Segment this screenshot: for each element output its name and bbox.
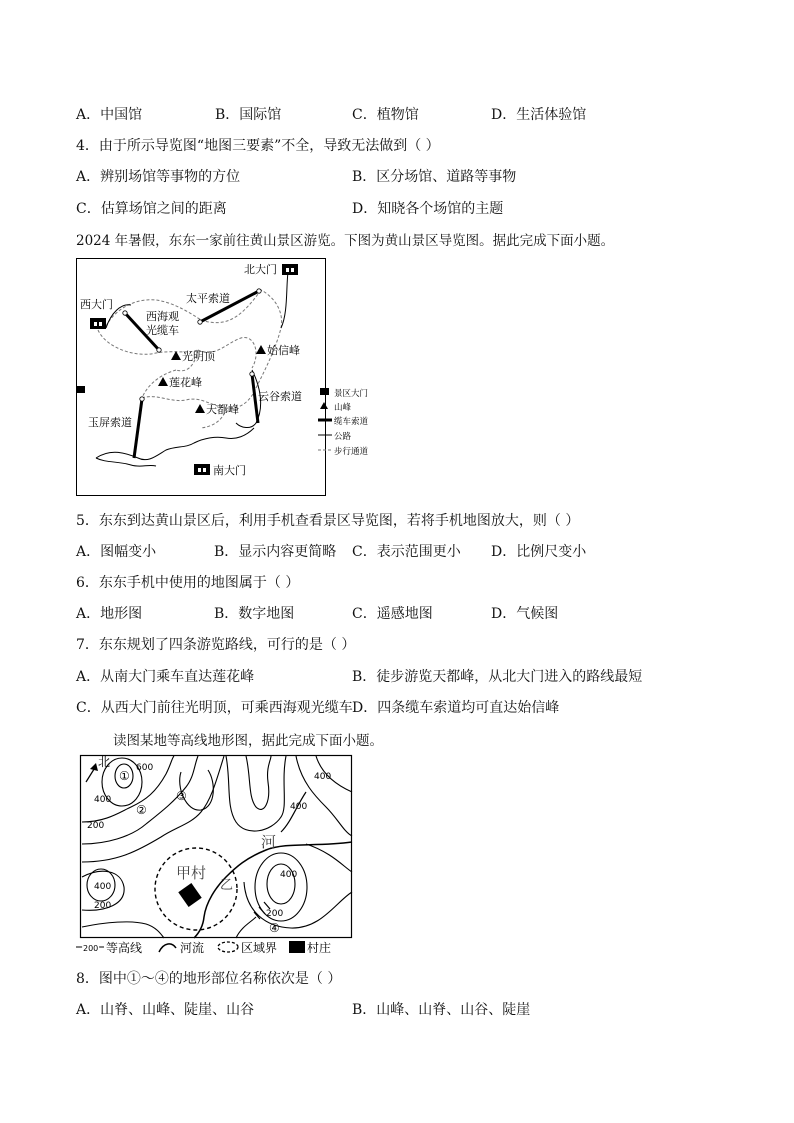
marker-3: ③ bbox=[176, 789, 187, 803]
q7-option-d: D．四条缆车索道均可直达始信峰 bbox=[352, 700, 560, 716]
q4-option-b: B．区分场馆、道路等事物 bbox=[352, 169, 517, 185]
q3-option-a: A．中国馆 bbox=[76, 107, 143, 123]
q3-option-c: C．植物馆 bbox=[352, 107, 419, 123]
q5-option-a: A．图幅变小 bbox=[76, 544, 157, 560]
legend-trail-label: 步行通道 bbox=[334, 447, 369, 457]
q8-option-a: A．山脊、山峰、陡崖、山谷 bbox=[76, 1002, 255, 1018]
q3-option-d: D．生活体验馆 bbox=[491, 107, 587, 123]
north-label: 北 bbox=[98, 755, 111, 769]
legend-village-swatch bbox=[289, 941, 305, 953]
contour-value-400: 400 bbox=[94, 882, 112, 892]
gate-icon bbox=[90, 318, 106, 329]
legend-gate-label: 景区大门 bbox=[334, 389, 369, 399]
label-north-gate: 北大门 bbox=[244, 263, 277, 276]
q5-option-b: B．显示内容更简略 bbox=[214, 544, 337, 560]
q3-option-b: B．国际馆 bbox=[215, 107, 282, 123]
marker-2: ② bbox=[136, 803, 147, 817]
gate-icon bbox=[194, 464, 210, 475]
label-guangming-peak: 光明顶 bbox=[182, 350, 215, 363]
contour-value-200: 200 bbox=[87, 821, 105, 831]
huangshan-legend bbox=[316, 384, 396, 494]
q7-option-b: B．徒步游览天都峰，从北大门进入的路线最短 bbox=[352, 669, 643, 685]
legend-gate-swatch bbox=[320, 388, 329, 395]
legend-village-label: 村庄 bbox=[307, 941, 332, 955]
q6-option-a: A．地形图 bbox=[76, 606, 143, 622]
q6-option-c: C．遥感地图 bbox=[352, 606, 433, 622]
intro-contour: 读图某地等高线地形图，据此完成下面小题。 bbox=[113, 733, 383, 749]
q4-option-a: A．辨别场馆等事物的方位 bbox=[76, 169, 241, 185]
legend-gate-icon bbox=[76, 386, 85, 393]
legend-region-label: 区域界 bbox=[241, 941, 278, 955]
q6-option-b: B．数字地图 bbox=[214, 606, 295, 622]
q5-stem: 5．东东到达黄山景区后，利用手机查看景区导览图，若将手机地图放大，则（ ） bbox=[76, 513, 580, 529]
legend-peak-swatch bbox=[320, 402, 328, 409]
contour-value-200: 200 bbox=[94, 901, 112, 911]
q6-option-d: D．气候图 bbox=[491, 606, 559, 622]
legend-river-swatch bbox=[159, 944, 176, 952]
legend-road-label: 公路 bbox=[334, 432, 352, 442]
huangshan-guide-map bbox=[76, 258, 326, 496]
q8-stem: 8．图中①～④的地形部位名称依次是（ ） bbox=[76, 971, 342, 987]
legend-peak-label: 山峰 bbox=[334, 403, 352, 413]
legend-contour-label: 等高线 bbox=[106, 941, 143, 955]
label-west-gate: 西大门 bbox=[80, 298, 113, 311]
contour-value-400: 400 bbox=[314, 772, 332, 782]
contour-value-400: 400 bbox=[94, 795, 112, 805]
label-tiandu-peak: 天都峰 bbox=[206, 403, 239, 416]
village-label: 甲村 bbox=[176, 864, 207, 882]
label-lianhua-peak: 莲花峰 bbox=[169, 376, 202, 389]
legend-river-label: 河流 bbox=[180, 941, 205, 955]
q7-stem: 7．东东规划了四条游览路线，可行的是（ ） bbox=[76, 637, 356, 653]
yi-label: 乙 bbox=[220, 878, 234, 893]
contour-value-400: 400 bbox=[290, 802, 308, 812]
marker-1: ① bbox=[119, 769, 130, 783]
q4-option-c: C．估算场馆之间的距离 bbox=[76, 201, 227, 217]
label-xihai-cable-1: 西海观 bbox=[146, 310, 179, 323]
q4-stem: 4．由于所示导览图“地图三要素”不全，导致无法做到（ ） bbox=[76, 138, 440, 154]
q8-option-b: B．山峰、山脊、山谷、陡崖 bbox=[352, 1002, 531, 1018]
q6-stem: 6．东东手机中使用的地图属于（ ） bbox=[76, 575, 300, 591]
map1-legend bbox=[76, 386, 85, 393]
label-yungu-cable: 云谷索道 bbox=[258, 390, 302, 403]
q7-option-c: C．从西大门前往光明顶，可乘西海观光缆车 bbox=[76, 700, 353, 716]
q5-option-d: D．比例尺变小 bbox=[491, 544, 587, 560]
marker-4: ④ bbox=[269, 921, 280, 935]
contour-map bbox=[76, 752, 366, 957]
q4-option-d: D．知晓各个场馆的主题 bbox=[352, 201, 504, 217]
river-label: 河 bbox=[261, 833, 277, 851]
legend-region-swatch bbox=[218, 942, 238, 952]
contour-value-200: 200 bbox=[266, 909, 284, 919]
contour-value-400: 400 bbox=[280, 870, 298, 880]
legend-contour-value: 200 bbox=[83, 944, 99, 953]
label-taiping-cable: 太平索道 bbox=[186, 292, 230, 305]
contour-value-600: 600 bbox=[136, 763, 154, 773]
contour-legend bbox=[76, 940, 331, 955]
legend-cable-label: 缆车索道 bbox=[334, 417, 369, 427]
gate-icon bbox=[282, 264, 298, 275]
intro-huangshan: 2024 年暑假，东东一家前往黄山景区游览。下图为黄山景区导览图。据此完成下面小题。 bbox=[76, 233, 615, 249]
q5-option-c: C．表示范围更小 bbox=[352, 544, 461, 560]
label-shixin-peak: 始信峰 bbox=[267, 344, 300, 357]
label-south-gate: 南大门 bbox=[213, 464, 246, 477]
label-xihai-cable-2: 光缆车 bbox=[146, 324, 179, 337]
q7-option-a: A．从南大门乘车直达莲花峰 bbox=[76, 669, 255, 685]
label-yuping-cable: 玉屏索道 bbox=[88, 416, 132, 429]
